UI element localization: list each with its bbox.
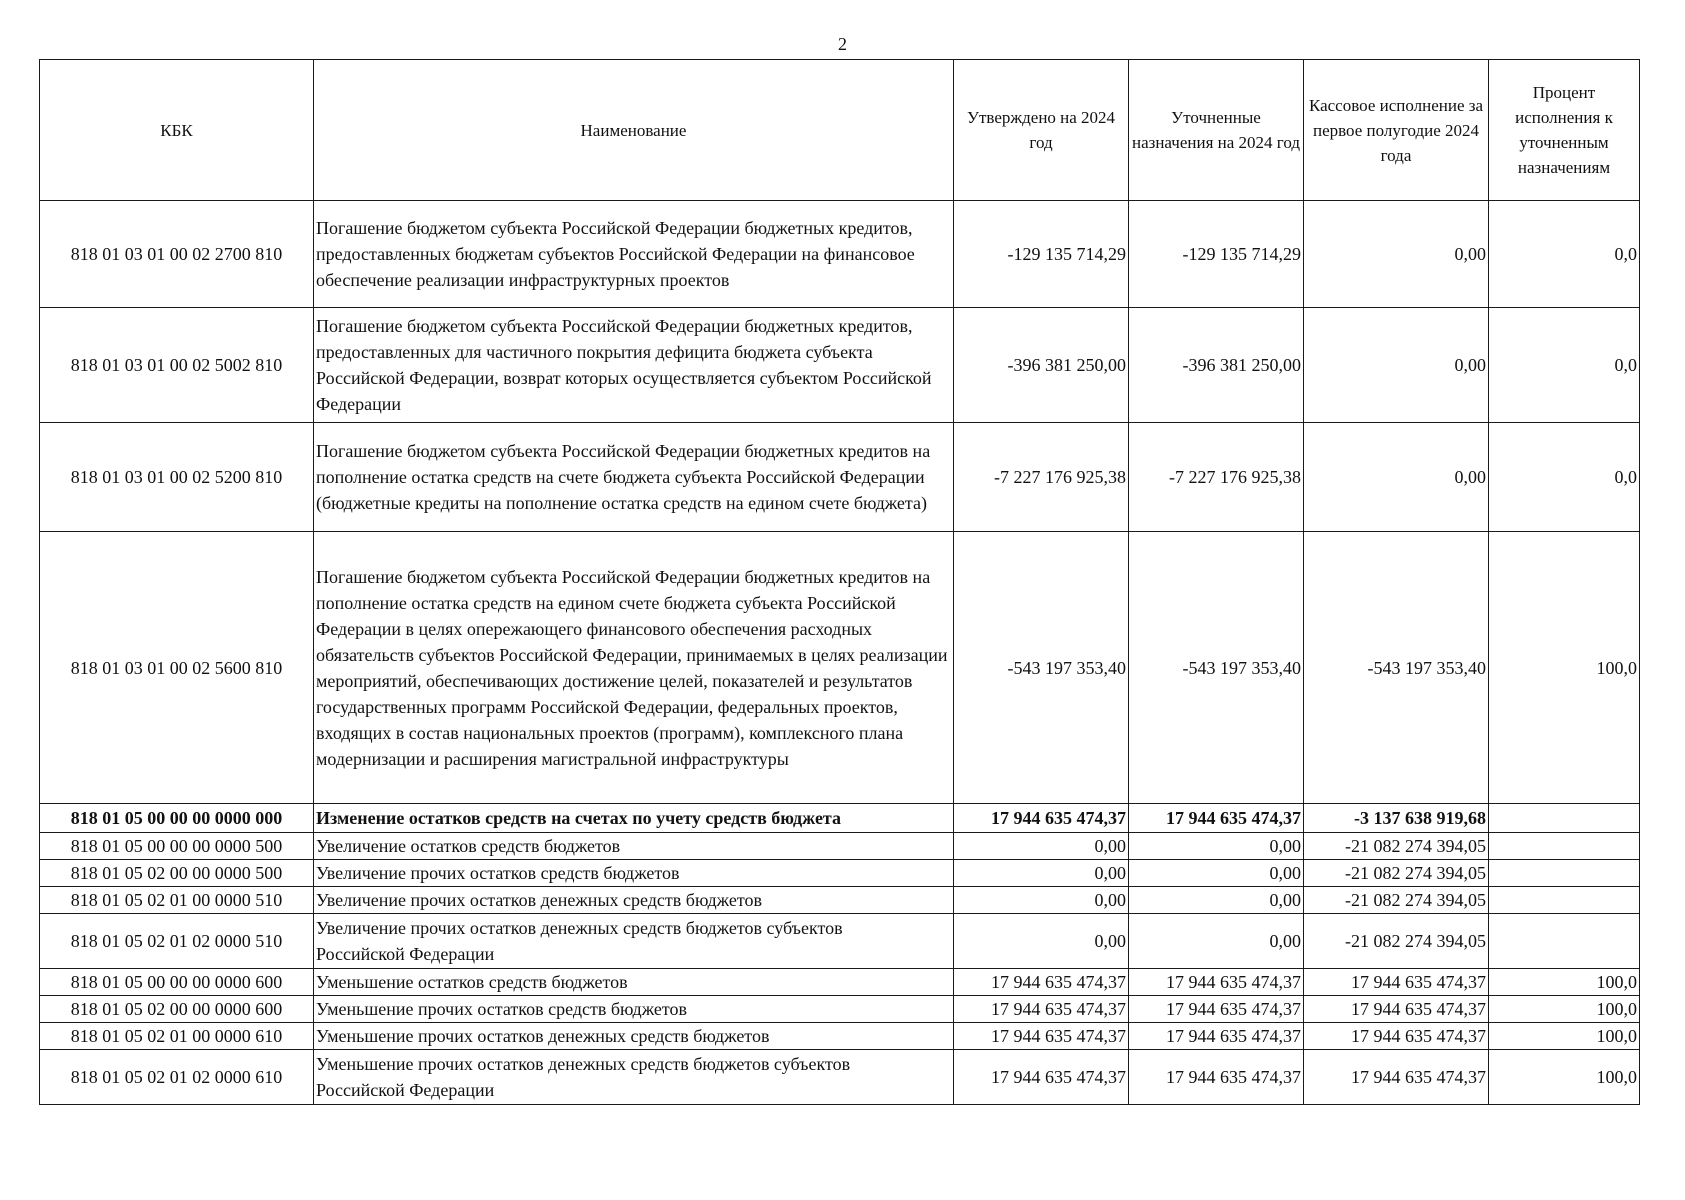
table-row: [40, 532, 1640, 804]
percent-cell: 100,0: [1489, 1023, 1640, 1050]
approved-cell: 17 944 635 474,37: [954, 1050, 1129, 1105]
kbk-cell: 818 01 05 02 01 00 0000 610: [40, 1023, 314, 1050]
name-cell: Погашение бюджетом субъекта Российской Федерации бюджетных кредитов, предоставленных бюджетам субъектов Российской Федерации на финансовое обеспечение реализации инфраструктурных проектов: [314, 201, 954, 308]
approved-cell: 17 944 635 474,37: [954, 969, 1129, 996]
percent-cell: 100,0: [1489, 1050, 1640, 1105]
name-cell: Уменьшение прочих остатков средств бюджетов: [314, 996, 954, 1023]
percent-cell: [1489, 833, 1640, 860]
table-row-total: [40, 804, 1640, 833]
header-approved: Утверждено на 2024 год: [954, 60, 1129, 201]
approved-cell: 0,00: [954, 914, 1129, 969]
approved-cell: 17 944 635 474,37: [954, 804, 1129, 833]
refined-cell: -543 197 353,40: [1129, 532, 1304, 804]
percent-cell: 100,0: [1489, 532, 1640, 804]
header-percent: Процент исполнения к уточненным назначениям: [1489, 60, 1640, 201]
executed-cell: 17 944 635 474,37: [1304, 969, 1489, 996]
refined-cell: 17 944 635 474,37: [1129, 1050, 1304, 1105]
name-cell: Увеличение прочих остатков денежных средств бюджетов: [314, 887, 954, 914]
name-cell: Изменение остатков средств на счетах по учету средств бюджета: [314, 804, 954, 833]
refined-cell: -7 227 176 925,38: [1129, 423, 1304, 532]
approved-cell: 0,00: [954, 887, 1129, 914]
executed-cell: 17 944 635 474,37: [1304, 1050, 1489, 1105]
refined-cell: 0,00: [1129, 887, 1304, 914]
name-cell: Уменьшение остатков средств бюджетов: [314, 969, 954, 996]
table-row: [40, 914, 1640, 969]
executed-cell: 0,00: [1304, 308, 1489, 423]
name-cell: Погашение бюджетом субъекта Российской Федерации бюджетных кредитов, предоставленных для частичного покрытия дефицита бюджета субъекта Российской Федерации, возврат которых осуществляется субъектом Российской Федерации: [314, 308, 954, 423]
refined-cell: -396 381 250,00: [1129, 308, 1304, 423]
executed-cell: -3 137 638 919,68: [1304, 804, 1489, 833]
percent-cell: 0,0: [1489, 423, 1640, 532]
name-line: Увеличение прочих остатков денежных средств бюджетов субъектов: [316, 918, 843, 938]
table-header-row: [40, 60, 1640, 201]
header-executed: Кассовое исполнение за первое полугодие 2024 года: [1304, 60, 1489, 201]
table-row: [40, 860, 1640, 887]
approved-cell: 0,00: [954, 833, 1129, 860]
refined-cell: 0,00: [1129, 914, 1304, 969]
table-row: [40, 1023, 1640, 1050]
percent-cell: [1489, 914, 1640, 969]
percent-cell: [1489, 887, 1640, 914]
name-cell: Увеличение прочих остатков средств бюджетов: [314, 860, 954, 887]
kbk-cell: 818 01 03 01 00 02 5002 810: [40, 308, 314, 423]
approved-cell: 17 944 635 474,37: [954, 1023, 1129, 1050]
percent-cell: [1489, 804, 1640, 833]
name-cell: Уменьшение прочих остатков денежных средств бюджетов: [314, 1023, 954, 1050]
page-number: 2: [838, 34, 847, 54]
refined-cell: 0,00: [1129, 833, 1304, 860]
name-line: Российской Федерации: [316, 944, 495, 964]
executed-cell: 0,00: [1304, 423, 1489, 532]
executed-cell: -21 082 274 394,05: [1304, 887, 1489, 914]
executed-cell: -21 082 274 394,05: [1304, 914, 1489, 969]
table-row: [40, 833, 1640, 860]
header-name: Наименование: [314, 60, 954, 201]
executed-cell: -543 197 353,40: [1304, 532, 1489, 804]
name-line: Российской Федерации: [316, 1080, 495, 1100]
kbk-cell: 818 01 03 01 00 02 5200 810: [40, 423, 314, 532]
approved-cell: -129 135 714,29: [954, 201, 1129, 308]
refined-cell: 17 944 635 474,37: [1129, 804, 1304, 833]
table-row: [40, 201, 1640, 308]
refined-cell: 17 944 635 474,37: [1129, 996, 1304, 1023]
refined-cell: 17 944 635 474,37: [1129, 969, 1304, 996]
kbk-cell: 818 01 05 02 00 00 0000 600: [40, 996, 314, 1023]
executed-cell: -21 082 274 394,05: [1304, 833, 1489, 860]
kbk-cell: 818 01 05 02 01 02 0000 610: [40, 1050, 314, 1105]
kbk-cell: 818 01 03 01 00 02 2700 810: [40, 201, 314, 308]
approved-cell: -396 381 250,00: [954, 308, 1129, 423]
name-cell: Погашение бюджетом субъекта Российской Федерации бюджетных кредитов на пополнение остатка средств на счете бюджета субъекта Российской Федерации (бюджетные кредиты на пополнение остатка средств на едином счете бюджета): [314, 423, 954, 532]
table-row: [40, 887, 1640, 914]
kbk-cell: 818 01 05 02 01 00 0000 510: [40, 887, 314, 914]
executed-cell: 17 944 635 474,37: [1304, 996, 1489, 1023]
name-line: Уменьшение прочих остатков денежных средств бюджетов субъектов: [316, 1054, 851, 1074]
approved-cell: 17 944 635 474,37: [954, 996, 1129, 1023]
kbk-cell: 818 01 05 02 01 02 0000 510: [40, 914, 314, 969]
approved-cell: -7 227 176 925,38: [954, 423, 1129, 532]
kbk-cell: 818 01 03 01 00 02 5600 810: [40, 532, 314, 804]
percent-cell: 100,0: [1489, 969, 1640, 996]
name-cell: Погашение бюджетом субъекта Российской Федерации бюджетных кредитов на пополнение остатка средств на едином счете бюджета субъекта Российской Федерации в целях опережающего финансового обеспечения расходных обязательств субъектов Российской Федерации, принимаемых в целях реализации мероприятий, обеспечивающих достижение целей, показателей и результатов государственных программ Российской Федерации, федеральных проектов, входящих в состав национальных проектов (программ), комплексного плана модернизации и расширения магистральной инфраструктуры: [314, 532, 954, 804]
approved-cell: -543 197 353,40: [954, 532, 1129, 804]
percent-cell: [1489, 860, 1640, 887]
refined-cell: 17 944 635 474,37: [1129, 1023, 1304, 1050]
kbk-cell: 818 01 05 00 00 00 0000 000: [40, 804, 314, 833]
budget-execution-table: [39, 59, 1640, 1105]
header-refined: Уточненные назначения на 2024 год: [1129, 60, 1304, 201]
refined-cell: -129 135 714,29: [1129, 201, 1304, 308]
kbk-cell: 818 01 05 02 00 00 0000 500: [40, 860, 314, 887]
executed-cell: 0,00: [1304, 201, 1489, 308]
percent-cell: 100,0: [1489, 996, 1640, 1023]
executed-cell: -21 082 274 394,05: [1304, 860, 1489, 887]
table-row: [40, 996, 1640, 1023]
percent-cell: 0,0: [1489, 201, 1640, 308]
table-row: [40, 969, 1640, 996]
refined-cell: 0,00: [1129, 860, 1304, 887]
table-row: [40, 1050, 1640, 1105]
executed-cell: 17 944 635 474,37: [1304, 1023, 1489, 1050]
table-row: [40, 423, 1640, 532]
percent-cell: 0,0: [1489, 308, 1640, 423]
table-row: [40, 308, 1640, 423]
name-cell: Увеличение остатков средств бюджетов: [314, 833, 954, 860]
kbk-cell: 818 01 05 00 00 00 0000 500: [40, 833, 314, 860]
approved-cell: 0,00: [954, 860, 1129, 887]
header-kbk: КБК: [40, 60, 314, 201]
kbk-cell: 818 01 05 00 00 00 0000 600: [40, 969, 314, 996]
name-cell: [314, 1050, 954, 1105]
name-cell: [314, 914, 954, 969]
